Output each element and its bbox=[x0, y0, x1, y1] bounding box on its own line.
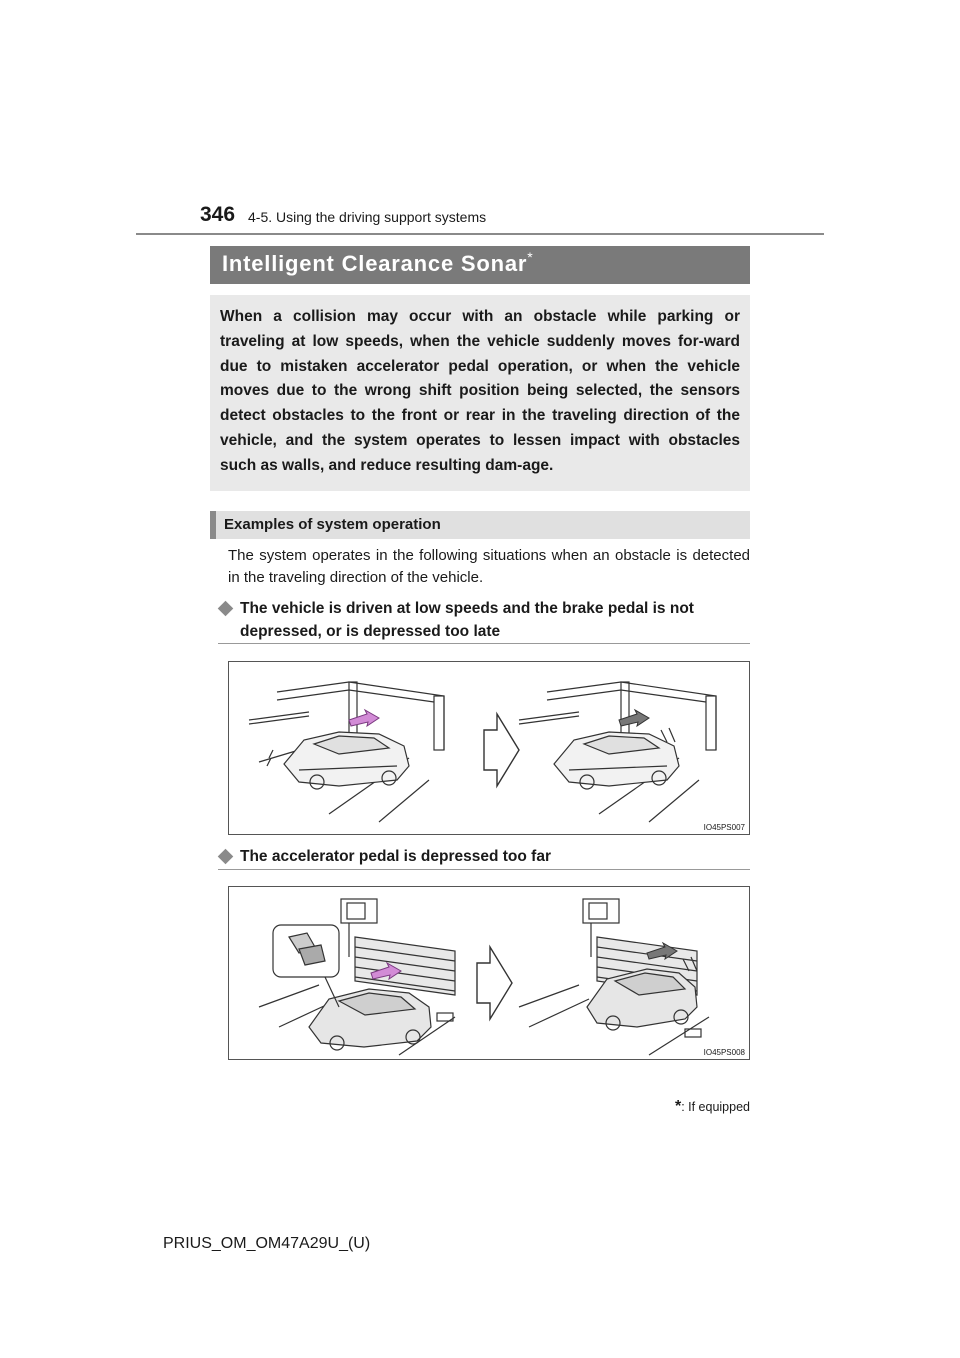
example-item-2 bbox=[218, 845, 750, 868]
footnote-mark: * bbox=[674, 1098, 682, 1115]
examples-heading-text: Examples of system operation bbox=[224, 516, 441, 533]
accelerator-illustration bbox=[229, 887, 749, 1059]
header-divider bbox=[136, 233, 824, 235]
figure-code: IO45PS007 bbox=[703, 823, 745, 832]
page-title-bar bbox=[210, 246, 750, 284]
low-speed-illustration bbox=[229, 662, 749, 834]
page-title-text: Intelligent Clearance Sonar bbox=[222, 251, 528, 276]
example-item-2-rule bbox=[218, 869, 750, 870]
diamond-bullet-icon bbox=[218, 601, 234, 617]
if-equipped-mark: * bbox=[527, 249, 534, 265]
figure-low-speed bbox=[228, 661, 750, 835]
footnote-text: : If equipped bbox=[681, 1100, 750, 1114]
examples-subheading bbox=[210, 511, 750, 539]
subheading-marker bbox=[210, 511, 216, 539]
example-item-2-label: The accelerator pedal is depressed too far bbox=[240, 848, 551, 865]
intro-text: When a collision may occur with an obstacle while parking or traveling at low speeds, when the vehicle suddenly moves for-ward due to mistaken accelerator pedal operation, or when the vehicle moves due to the wrong shift position being selected, the sensors detect obstacles to the front or rear in the traveling direction of the vehicle, and the system operates to lessen impact with obstacles such as walls, and reduce resulting dam-age. bbox=[220, 308, 740, 474]
figure-code: IO45PS008 bbox=[703, 1048, 745, 1057]
intro-box bbox=[210, 295, 750, 491]
document-id: PRIUS_OM_OM47A29U_(U) bbox=[163, 1235, 371, 1252]
example-item-1-rule bbox=[218, 643, 750, 644]
page-number: 346 bbox=[200, 203, 236, 226]
page-title bbox=[222, 251, 534, 277]
diamond-bullet-icon bbox=[218, 849, 234, 865]
footnote bbox=[675, 1098, 750, 1116]
section-title: 4-5. Using the driving support systems bbox=[248, 209, 487, 225]
example-item-1 bbox=[218, 597, 750, 643]
examples-body: The system operates in the following situations when an obstacle is detected in the traveling direction of the vehicle. bbox=[228, 547, 750, 586]
figure-accelerator bbox=[228, 886, 750, 1060]
example-item-1-label: The vehicle is driven at low speeds and the brake pedal is not depressed, or is depressed too late bbox=[240, 600, 694, 640]
